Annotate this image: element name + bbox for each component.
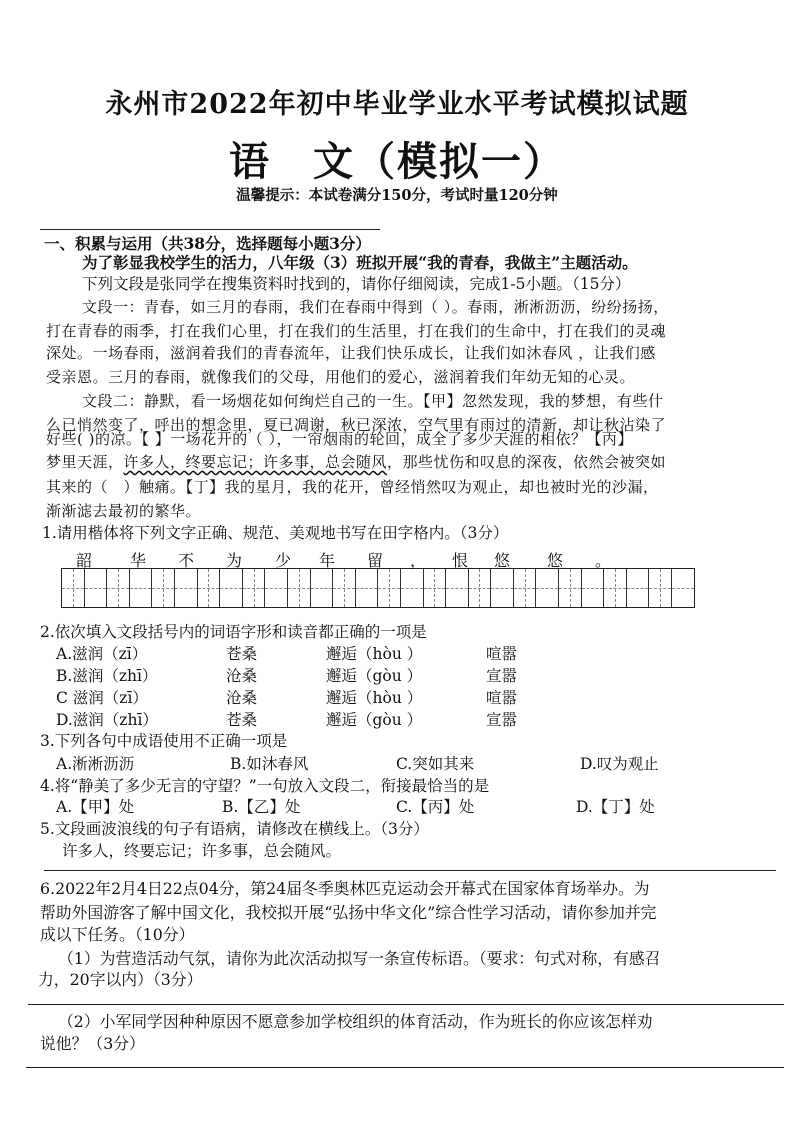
intro-line-2: 下列文段是张同学在搜集资料时找到的，请你仔细阅读，完成1-5小题。（15分） [82,275,631,293]
q6-intro-line-2: 帮助外国游客了解中国文化，我校拟开展“弘扬中华文化”综合性学习活动，请你参加并完 [40,903,657,922]
q2-option-b-word4: 宣嚣 [486,667,518,685]
passage2-line-2: 么已悄然变了，呼出的想念里，夏已凋谢，秋已深浓，空气里有雨过的清新，却让秋沾染了 [46,416,667,434]
q4-prompt: 4.将“静美了多少无言的守望？”一句放入文段二，衔接最恰当的是 [40,777,490,795]
q2-option-a-word2: 苍桑 [226,645,258,663]
q1-char: 韶 [76,551,93,570]
wavy-underlined-sentence: 许多人，终要忘记；许多事，总会随风 [123,453,388,471]
q5-answer-line[interactable] [44,870,776,871]
q1-char: 悠 [547,551,564,570]
grid-cell [265,569,288,607]
grid-cell [198,569,221,607]
q2-option-d-word4: 宣嚣 [486,711,518,729]
q2-option-d-word3: 邂逅（gòu ） [326,711,423,729]
grid-cell [491,569,514,607]
q4-option-c: C.【丙】处 [396,798,475,816]
q2-option-d: D.滋润（zhī） [56,711,158,729]
grid-cell [424,569,447,607]
grid-cell [243,569,266,607]
grid-cell [649,569,672,607]
passage2-line-5: 其来的（ ）触痛。【丁】我的星月，我的花开，曾经悄然叹为观止，却也被时光的沙漏， [46,478,659,496]
q1-char: 悠 [494,551,511,570]
grid-cell [107,569,130,607]
q2-option-c-word2: 沧桑 [226,689,258,707]
grid-cell [514,569,537,607]
q2-option-a: A.滋润（zī） [56,645,148,663]
section1-heading: 一、积累与运用（共38分，选择题每小题3分） [44,234,371,253]
passage1-line-1: 文段一：青春，如三月的春雨，我们在春雨中得到（ ）。春雨，淅淅沥沥，纷纷扬扬， [82,298,669,316]
q6-task1-line-1: （1）为营造活动气氛，请你为此次活动拟写一条宣传标语。（要求：句式对称，有感召 [58,949,661,968]
q1-char: 。 [595,551,612,570]
q5-prompt: 5.文段画波浪线的句子有语病，请修改在横线上。（3分） [40,820,429,838]
q1-char: 留 [367,551,384,570]
grid-cell [130,569,153,607]
q2-prompt: 2.依次填入文段括号内的词语字形和读音都正确的一项是 [40,623,427,641]
q2-option-a-word3: 邂逅（hòu ） [326,645,423,663]
q2-option-c: C 滋润（zī） [56,689,148,707]
passage2-line-1: 文段二：静默，看一场烟花如何绚烂自己的一生。【甲】忽然发现，我的梦想，有些什 [82,392,664,410]
passage1-line-2: 打在青春的雨季，打在我们心里，打在我们的生活里，打在我们的生命中，打在我们的灵魂 [46,322,667,340]
q1-char: 为 [226,551,243,570]
grid-cell [175,569,198,607]
grid-cell [401,569,424,607]
grid-cell [152,569,175,607]
q2-option-b-word2: 沧桑 [226,667,258,685]
q3-prompt: 3.下列各句中成语使用不正确一项是 [40,732,288,750]
q3-option-b: B.如沐春风 [230,755,309,773]
grid-cell [604,569,627,607]
exam-title: 永州市2022年初中毕业学业水平考试模拟试题 [105,89,689,120]
q6-task2-line-1: （2）小军同学因种种原因不愿意参加学校组织的体育活动，作为班长的你应该怎样劝 [58,1012,653,1031]
passage2-line-4 [46,451,666,472]
q1-char: 年 [319,551,336,570]
q6-task1-line-2: 力，20字以内）（3分） [38,970,203,989]
grid-cell [559,569,582,607]
grid-cell [62,569,85,607]
passage1-line-3: 深处。一场春雨，滋润着我们的青春流年，让我们快乐成长，让我们如沐春风 ，让我们感 [46,344,656,362]
intro-line-1: 为了彰显我校学生的活力，八年级（3）班拟开展“我的青春，我做主”主题活动。 [82,253,638,272]
q2-option-d-word2: 苍桑 [226,711,258,729]
q2-option-b-word3: 邂逅（gòu ） [326,667,423,685]
q4-option-b: B.【乙】处 [222,798,301,816]
grid-cell [311,569,334,607]
section-rule [40,229,380,230]
q2-option-c-word3: 邂逅（hòu ） [326,689,423,707]
grid-cell [85,569,108,607]
grid-cell [288,569,311,607]
q3-option-a: A.淅淅沥沥 [56,755,135,773]
q1-char: 少 [275,551,292,570]
grid-cell [356,569,379,607]
grid-cell [220,569,243,607]
grid-cell [582,569,605,607]
grid-cell [333,569,356,607]
tianzi-grid[interactable] [61,568,695,608]
grid-cell [446,569,469,607]
subject-title: 语 文（模拟一） [229,138,565,185]
grid-cell [627,569,650,607]
q2-option-b: B.滋润（zhī） [56,667,158,685]
passage2-line-4-post: ，那些忧伤和叹息的深夜，依然会被突如 [387,453,667,471]
exam-tip: 温馨提示：本试卷满分150分，考试时量120分钟 [236,187,558,204]
q1-char: 不 [178,551,195,570]
q6-intro-line-3: 成以下任务。（10分） [40,925,195,944]
q2-option-c-word4: 喧嚣 [486,689,518,707]
q4-option-d: D.【丁】处 [576,798,655,816]
q6-task1-answer-line[interactable] [28,1004,784,1005]
q1-char: ， [410,551,427,570]
passage2-line-3: 好些( )的凉。【 】一场花开的（ ），一帘烟雨的轮回，成全了多少天涯的相依？【丙】 [46,430,634,448]
grid-cell [536,569,559,607]
q1-char: 恨 [452,551,469,570]
passage1-line-4: 受亲恩。三月的春雨，就像我们的父母，用他们的爱心，滋润着我们年幼无知的心灵。 [46,368,636,386]
q6-task2-answer-line[interactable] [26,1067,784,1068]
q4-option-a: A.【甲】处 [56,798,135,816]
grid-cell [469,569,492,607]
q3-option-c: C.突如其来 [396,755,475,773]
passage2-line-4-pre: 梦里天涯， [46,453,124,471]
q3-option-d: D.叹为观止 [580,755,659,773]
q1-char: 华 [130,551,147,570]
passage2-line-6: 渐渐滤去最初的繁华。 [46,502,202,520]
q6-task2-line-2: 说他？（3分） [40,1034,145,1053]
q1-prompt: 1.请用楷体将下列文字正确、规范、美观地书写在田字格内。（3分） [42,524,509,542]
q2-option-a-word4: 喧嚣 [486,645,518,663]
grid-cell [378,569,401,607]
q5-sentence: 许多人，终要忘记；许多事，总会随风。 [62,842,342,860]
q6-intro-line-1: 6.2022年2月4日22点04分，第24届冬季奥林匹克运动会开幕式在国家体育场举办。为 [40,879,650,898]
grid-cell [672,569,694,607]
